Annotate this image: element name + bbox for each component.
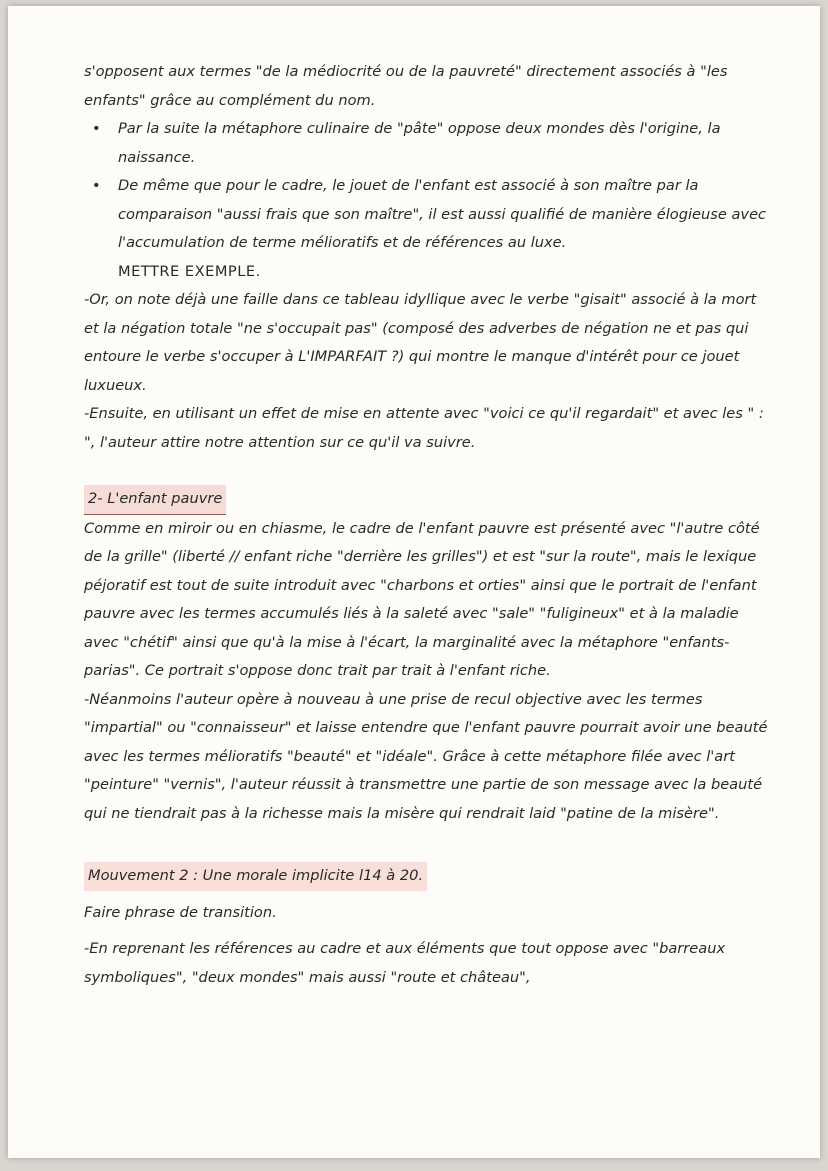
paragraph-or: -Or, on note déjà une faille dans ce tableau idyllique avec le verbe "gisait" associé à la mort et la négation totale "ne s'occupait pas" (composé des adverbes de négation ne et pas qui entoure le verbe s'occuper à L'IMPARFAIT ?) qui montre le manque d'intérêt pour ce jouet luxueux. (84, 291, 757, 394)
bullet-item: • De même que pour le cadre, le jouet de l'enfant est associé à son maître par la comparaison "aussi frais que son maître", il est aussi qualifié de manière élogieuse avec l'accumulation de terme mélioratifs et de références au luxe. (118, 172, 768, 258)
final-paragraph: -En reprenant les références au cadre et aux éléments que tout oppose avec "barreaux symboliques", "deux mondes" mais aussi "route et château", (84, 940, 726, 986)
bullet-item: • Par la suite la métaphore culinaire de "pâte" oppose deux mondes dès l'origine, la naissance. (118, 115, 768, 172)
movement-2-title: Mouvement 2 : Une morale implicite l14 à 20. (84, 862, 427, 891)
transition-note: Faire phrase de transition. (84, 903, 277, 921)
section-2-paragraph-2: -Néanmoins l'auteur opère à nouveau à une prise de recul objective avec les termes "impartial" ou "connaisseur" et laisse entendre que l'enfant pauvre pourrait avoir une beauté avec les termes mélioratifs "beauté" et "idéale". Grâce à cette métaphore filée avec l'art "peinture" "vernis", l'auteur réussit à transmettre une partie de son message avec la beauté qui ne tiendrait pas à la richesse mais la misère qui rendrait laid "patine de la misère". (84, 690, 768, 822)
paragraph-ensuite: -Ensuite, en utilisant un effet de mise en attente avec "voici ce qu'il regardait" et avec les " : ", l'auteur attire notre attention sur ce qu'il va suivre. (84, 405, 764, 451)
section-2-paragraph-1: Comme en miroir ou en chiasme, le cadre de l'enfant pauvre est présenté avec "l'autre côté de la grille" (liberté // enfant riche "derrière les grilles") et est "sur la route", mais le lexique péjoratif est tout de suite introduit avec "charbons et orties" ainsi que le portrait de l'enfant pauvre avec les termes accumulés liés à la saleté avec "sale" "fuligineux" et à la maladie avec "chétif" ainsi que qu'à la mise à l'écart, la marginalité avec la métaphore "enfants-parias". Ce portrait s'oppose donc trait par trait à l'enfant riche. (84, 519, 760, 679)
section-2-title: 2- L'enfant pauvre (84, 485, 226, 515)
note-caps: METTRE EXEMPLE. (118, 262, 261, 280)
paper-sheet (8, 6, 820, 1158)
document-body (84, 58, 768, 992)
intro-paragraph: s'opposent aux termes "de la médiocrité ou de la pauvreté" directement associés à "les enfants" grâce au complément du nom. (84, 63, 728, 109)
bullet-list (84, 115, 768, 258)
